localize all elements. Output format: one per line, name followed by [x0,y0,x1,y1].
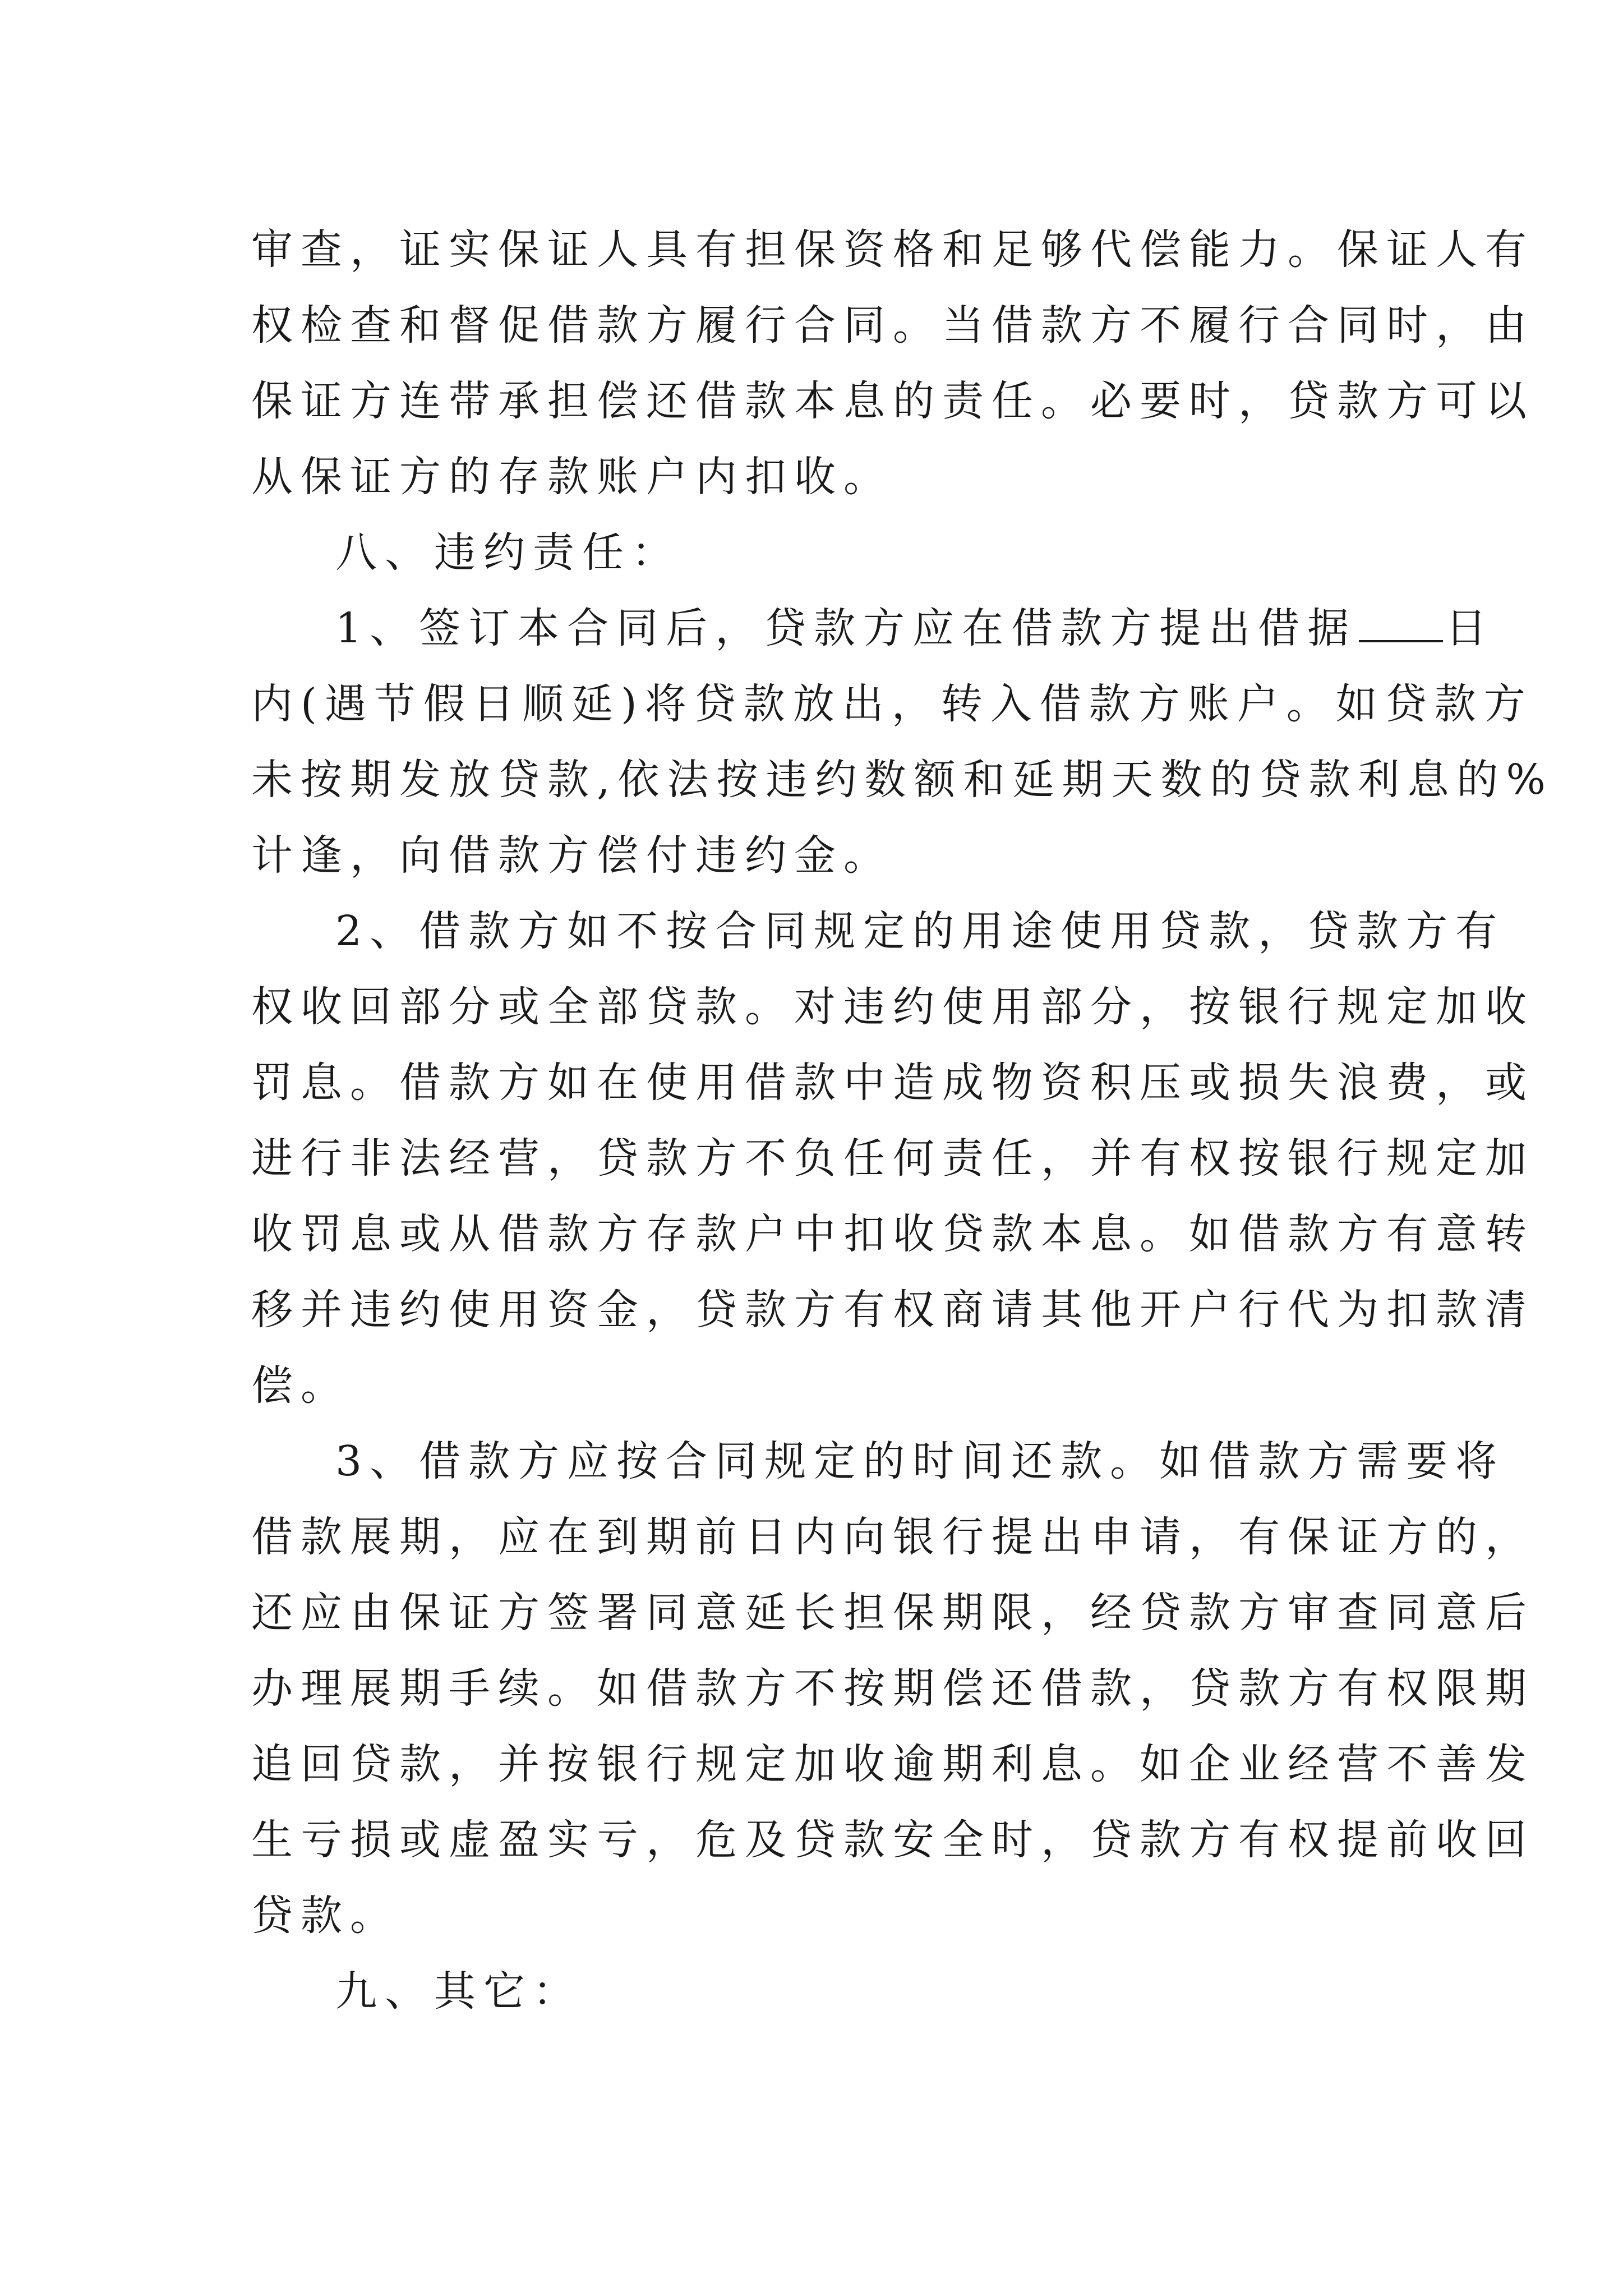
paragraph-line: 从保证方的存款账户内扣收。 [251,453,893,501]
clause-1-first-line [251,591,1495,666]
paragraph-line: 进行非法经营，贷款方不负任何责任，并有权按银行规定加 [251,1134,1534,1182]
paragraph-line: 保证方连带承担偿还借款本息的责任。必要时，贷款方可以 [251,377,1534,425]
paragraph-line: 借款展期，应在到期前日内向银行提出申请，有保证方的， [251,1513,1534,1561]
paragraph-line: 罚息。借款方如在使用借款中造成物资积压或损失浪费，或 [251,1059,1534,1107]
clause-1-text: 1、签订本合同后，贷款方应在借款方提出借据 [335,604,1357,652]
paragraph-line: 权收回部分或全部贷款。对违约使用部分，按银行规定加收 [251,983,1534,1031]
paragraph-line: 追回贷款，并按银行规定加收逾期利息。如企业经营不善发 [251,1740,1534,1788]
paragraph-line: 贷款。 [251,1892,399,1940]
paragraph-line: 内(遇节假日顺延)将贷款放出，转入借款方账户。如贷款方 [251,680,1533,728]
clause-2-first-line: 2、借款方如不按合同规定的用途使用贷款，贷款方有 [335,907,1505,955]
paragraph-line: 审查，证实保证人具有担保资格和足够代偿能力。保证人有 [251,226,1534,274]
section-heading-9: 九、其它： [335,1967,582,2016]
paragraph-line: 移并违约使用资金，贷款方有权商请其他开户行代为扣款清 [251,1286,1534,1334]
section-heading-8: 八、违约责任： [335,528,681,577]
paragraph-line: 权检查和督促借款方履行合同。当借款方不履行合同时，由 [251,301,1534,349]
paragraph-line: 偿。 [251,1361,350,1410]
paragraph-line: 还应由保证方签署同意延长担保期限，经贷款方审查同意后 [251,1589,1534,1637]
document-page [251,212,1553,2030]
paragraph-line: 未按期发放贷款,依法按违约数额和延期天数的贷款利息的% [251,756,1553,804]
paragraph-line: 生亏损或虚盈实亏，危及贷款安全时，贷款方有权提前收回 [251,1816,1534,1864]
clause-3-first-line: 3、借款方应按合同规定的时间还款。如借款方需要将 [335,1437,1505,1485]
fill-in-blank [1359,606,1443,642]
paragraph-line: 计逢，向借款方偿付违约金。 [251,831,893,880]
paragraph-line: 收罚息或从借款方存款户中扣收贷款本息。如借款方有意转 [251,1210,1534,1258]
clause-1-text-end: 日 [1445,604,1495,652]
paragraph-line: 办理展期手续。如借款方不按期偿还借款，贷款方有权限期 [251,1664,1534,1713]
